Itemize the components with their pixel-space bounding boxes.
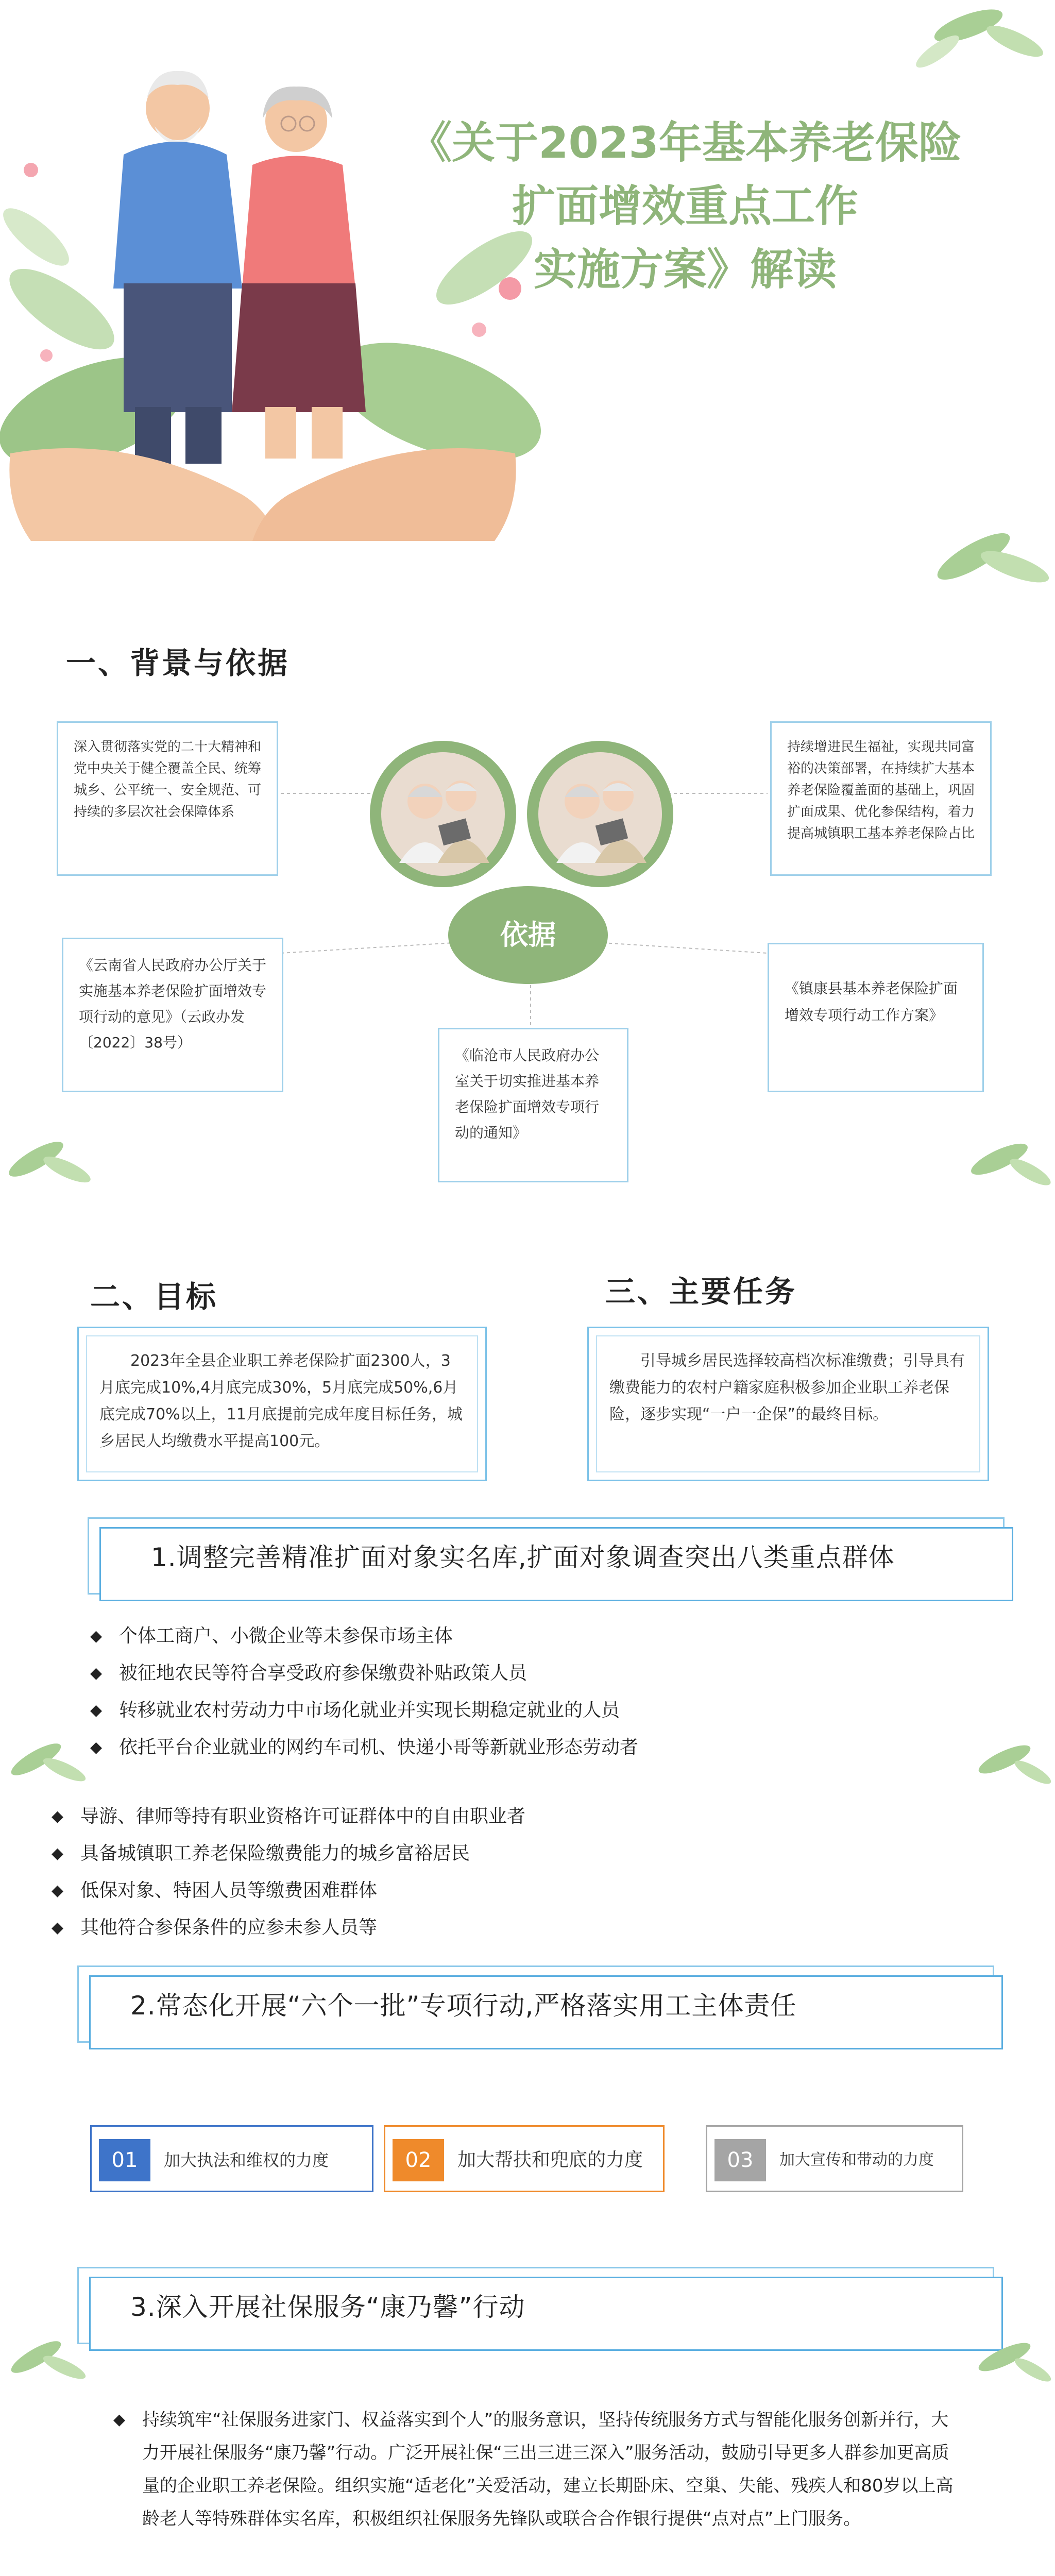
list-item: ◆ 转移就业农村劳动力中市场化就业并实现长期稳定就业的人员 — [90, 1692, 966, 1729]
task2-tag-2 — [384, 2125, 665, 2192]
background-box-top-right — [770, 721, 992, 876]
basis-box-mid-right — [768, 943, 984, 1092]
list-item: ◆ 导游、律师等持有职业资格许可证群体中的自由职业者 — [52, 1798, 927, 1835]
goal-text: 2023年全县企业职工养老保险扩面2300人，3月底完成10%,4月底完成30%，5月底完成50%,6月底完成70%以上，11月底提前完成年度目标任务，城乡居民人均缴费水平提高100元。 — [99, 1352, 463, 1450]
page-title-line-2: 扩面增效重点工作 — [512, 181, 858, 231]
basis-label: 依据 — [500, 919, 556, 951]
leaf-decoration-task1-right — [958, 1731, 1055, 1788]
background-text-top-left: 深入贯彻落实党的二十大精神和党中央关于健全覆盖全民、统筹城乡、公平统一、安全规范、可持续的多层次社会保障体系 — [74, 739, 262, 820]
basis-box-mid-left — [62, 938, 283, 1092]
leaf-decoration-task1-left — [0, 1731, 93, 1788]
section-heading-goal: 二、目标 — [90, 1279, 218, 1314]
list-item: ◆ 依托平台企业就业的网约车司机、快递小哥等新就业形态劳动者 — [90, 1729, 966, 1766]
task2-tag-3 — [706, 2125, 963, 2192]
tag-number: 02 — [393, 2139, 444, 2181]
tag-number: 01 — [99, 2139, 150, 2181]
elderly-photo-circle-left — [368, 739, 518, 889]
page-title-line-1: 《关于2023年基本养老保险 — [409, 117, 962, 168]
basis-box-bottom — [438, 1028, 628, 1182]
basis-text-mid-left: 《云南省人民政府办公厅关于实施基本养老保险扩面增效专项行动的意见》（云政办发〔2022〕38号） — [79, 957, 267, 1051]
basis-text-bottom: 《临沧市人民政府办公室关于切实推进基本养老保险扩面增效专项行动的通知》 — [455, 1047, 600, 1141]
tag-label: 加大帮扶和兜底的力度 — [457, 2149, 643, 2171]
basis-text-mid-right: 《镇康县基本养老保险扩面增效专项行动工作方案》 — [785, 980, 958, 1024]
main-tasks-box — [587, 1327, 989, 1481]
leaf-decoration-header-right — [922, 510, 1055, 598]
main-tasks-text: 引导城乡居民选择较高档次标准缴费；引导具有缴费能力的农村户籍家庭积极参加企业职工养老保险，逐步实现“一户一企保”的最终目标。 — [609, 1352, 965, 1423]
leaf-decoration-top-right — [907, 0, 1055, 77]
background-text-top-right: 持续增进民生福祉，实现共同富裕的决策部署，在持续扩大基本养老保险覆盖面的基础上，巩固扩面成果、优化参保结构，着力提高城镇职工基本养老保险占比 — [787, 739, 975, 841]
tag-label: 加大宣传和带动的力度 — [779, 2151, 934, 2169]
task2-tag-1 — [90, 2125, 373, 2192]
list-item: ◆ 具备城镇职工养老保险缴费能力的城乡富裕居民 — [52, 1835, 927, 1872]
leaf-decoration-section1-left — [0, 1128, 103, 1190]
list-item: ◆ 被征地农民等符合享受政府参保缴费补贴政策人员 — [90, 1655, 966, 1692]
tag-number: 03 — [714, 2139, 766, 2181]
list-item: ◆ 其他符合参保条件的应参未参人员等 — [52, 1909, 927, 1946]
leaf-decoration-task3-left — [0, 2329, 93, 2385]
background-box-top-left — [57, 721, 278, 876]
task1-list-b — [52, 1798, 927, 1946]
section-heading-background: 一、背景与依据 — [66, 646, 290, 681]
task1-banner — [88, 1517, 1005, 1595]
tag-label: 加大执法和维权的力度 — [164, 2150, 329, 2170]
task1-list-a — [90, 1618, 966, 1766]
task3-banner — [77, 2267, 994, 2344]
task2-title: 2.常态化开展“六个一批”专项行动,严格落实用工主体责任 — [130, 1991, 797, 2021]
task3-text: ◆ 持续筑牢“社保服务进家门、权益落实到个人”的服务意识，坚持传统服务方式与智能化服务创新并行，大力开展社保服务“康乃馨”行动。广泛开展社保“三出三进三深入”服务活动，鼓励引导更多人群参加更高质量的企业职工养老保险。组织实施“适老化”关爱活动，建立长期卧床、空巢、失能、残疾人和80岁以上高龄老人等特殊群体实名库，积极组织社保服务先锋队或联合合作银行提供“点对点”上门服务。 — [113, 2403, 958, 2535]
task3-paragraph — [113, 2403, 958, 2535]
section-heading-main-tasks: 三、主要任务 — [605, 1274, 797, 1309]
list-item: ◆ 个体工商户、小微企业等未参保市场主体 — [90, 1618, 966, 1655]
leaf-decoration-section1-right — [953, 1128, 1055, 1190]
page-title-line-3: 实施方案》解读 — [533, 244, 837, 295]
list-item: ◆ 低保对象、特困人员等缴费困难群体 — [52, 1872, 927, 1909]
elderly-photo-circle-right — [525, 739, 675, 889]
task2-banner — [77, 1965, 994, 2043]
goal-box — [77, 1327, 487, 1481]
leaf-decoration-task3-right — [958, 2329, 1055, 2385]
task1-title: 1.调整完善精准扩面对象实名库,扩面对象调查突出八类重点群体 — [151, 1543, 895, 1572]
task3-title: 3.深入开展社保服务“康乃馨”行动 — [130, 2292, 525, 2322]
